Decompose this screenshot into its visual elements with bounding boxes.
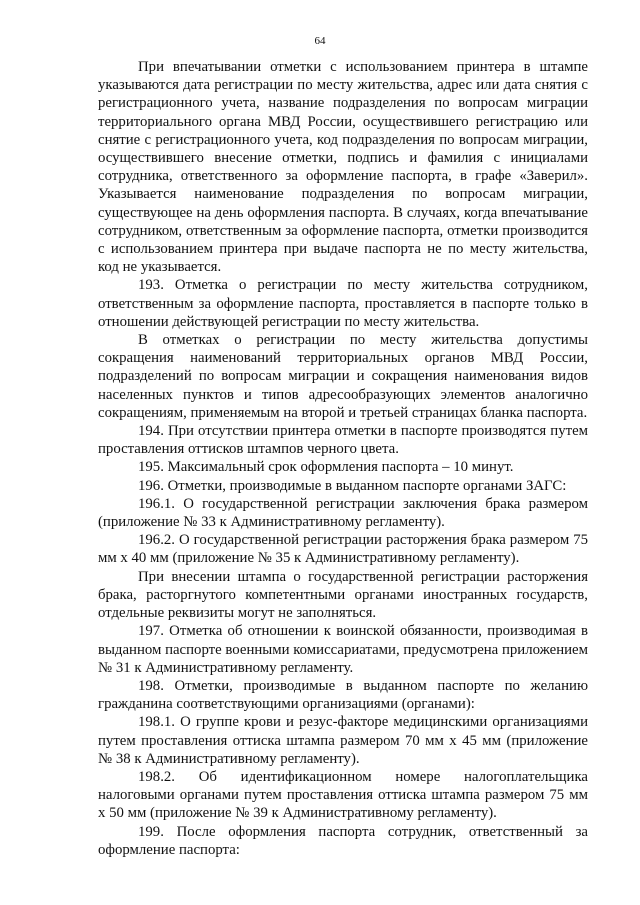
document-body xyxy=(98,58,588,859)
paragraph-198: 198. Отметки, производимые в выданном паспорте по желанию гражданина соответствующими организациями (органами): xyxy=(98,677,588,713)
paragraph-198-1: 198.1. О группе крови и резус-факторе медицинскими организациями путем проставления оттиска штампа размером 70 мм х 45 мм (приложение № 38 к Административному регламенту). xyxy=(98,714,588,767)
paragraph-divorce-stamp: При внесении штампа о государственной регистрации расторжения брака, расторгнутого компетентными органами иностранных государств, отдельные реквизиты могут не заполняться. xyxy=(98,568,588,622)
paragraph-198-2: 198.2. Об идентификационном номере налогоплательщика налоговыми органами путем проставления оттиска штампа размером 75 мм х 50 мм (приложение № 39 к Административному регламенту). xyxy=(98,768,588,822)
paragraph-194: 194. При отсутствии принтера отметки в паспорте производятся путем проставления оттисков штампов черного цвета. xyxy=(98,423,588,458)
paragraph-196: 196. Отметки, производимые в выданном паспорте органами ЗАГС: xyxy=(138,477,567,494)
page-number: 64 xyxy=(314,35,326,47)
paragraph-196-1: 196.1. О государственной регистрации заключения брака размером (приложение № 33 к Административному регламенту). xyxy=(98,495,588,531)
paragraph-stamp-printing: При впечатывании отметки с использованием принтера в штампе указываются дата регистрации по месту жительства, адрес или дата снятия с регистрационного учета, название подразделения по вопросам миграции территориального органа МВД России, осуществившего регистрацию или снятие с регистрационного учета, код подразделения по вопросам миграции, осуществившего внесение отметки, подпись и фамилия с инициалами сотрудника, ответственного за оформление паспорта, в графе «Заверил». Указывается наименование подразделения по вопросам миграции, существующее на день оформления паспорта. В случаях, когда впечатывание сотрудником, ответственным за оформление паспорта, отметки производится с использованием принтера при выдаче паспорта не по месту жительства, код не указывается. xyxy=(98,59,588,276)
paragraph-196-2: 196.2. О государственной регистрации расторжения брака размером 75 мм х 40 мм (приложение № 35 к Административному регламенту). xyxy=(98,532,588,567)
paragraph-199: 199. После оформления паспорта сотрудник, ответственный за оформление паспорта: xyxy=(98,823,588,858)
paragraph-195: 195. Максимальный срок оформления паспорта – 10 минут. xyxy=(138,459,514,476)
paragraph-197: 197. Отметка об отношении к воинской обязанности, производимая в выданном паспорте военными комиссариатами, предусмотрена приложением № 31 к Административному регламенту. xyxy=(98,623,588,676)
paragraph-abbreviations: В отметках о регистрации по месту жительства допустимы сокращения наименований территориальных органов МВД России, подразделений по вопросам миграции и сокращения наименования видов населенных пунктов и типов адресообразующих элементов аналогично сокращениям, применяемым на второй и третьей страницах бланка паспорта. xyxy=(98,332,588,421)
paragraph-193: 193. Отметка о регистрации по месту жительства сотрудником, ответственным за оформление паспорта, проставляется в паспорте только в отношении действующей регистрации по месту жительства. xyxy=(98,277,588,330)
